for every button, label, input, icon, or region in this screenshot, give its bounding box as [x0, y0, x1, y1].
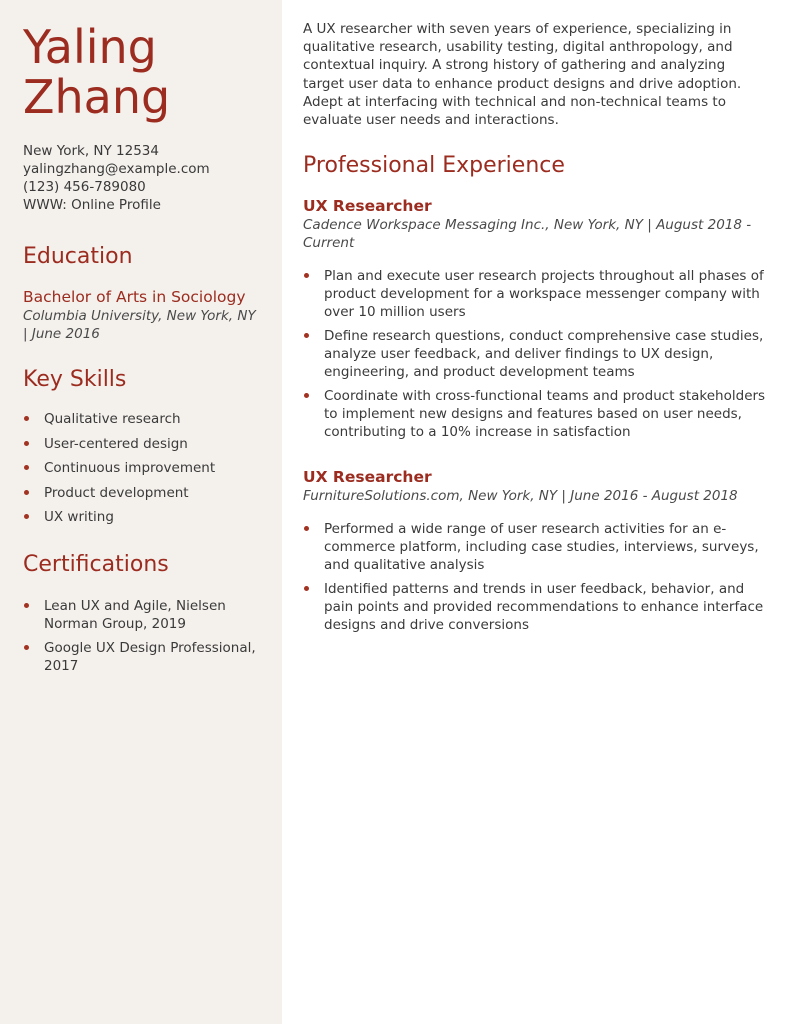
last-name: Zhang	[23, 70, 171, 124]
certification-item	[23, 597, 264, 633]
skills-heading: Key Skills	[23, 367, 127, 392]
skill-item	[23, 410, 264, 428]
certification-item	[23, 639, 264, 675]
job-entry	[303, 196, 769, 441]
sidebar	[0, 0, 282, 1024]
skill-label: Continuous improvement	[44, 460, 216, 476]
bullet-icon	[24, 514, 29, 519]
job-bullet-text: Coordinate with cross-functional teams and product stakeholders to implement new designs and features based on user needs, contributing to a 10% increase in satisfaction	[324, 388, 766, 441]
job-meta: FurnitureSolutions.com, New York, NY | June 2016 - August 2018	[303, 488, 738, 505]
certifications-list	[23, 597, 264, 675]
skill-item	[23, 435, 264, 453]
education-school: Columbia University, New York, NY | June 2016	[23, 308, 256, 342]
bullet-icon	[304, 586, 309, 591]
experience-heading: Professional Experience	[303, 153, 565, 179]
contact-phone: (123) 456-789080	[23, 179, 146, 195]
job-title: UX Researcher	[303, 468, 432, 487]
skills-list	[23, 410, 264, 526]
education-heading: Education	[23, 244, 133, 269]
job-bullet-text: Identified patterns and trends in user feedback, behavior, and pain points and provided recommendations to enhance interface designs and drive conversions	[324, 581, 764, 634]
job-bullet-text: Plan and execute user research projects throughout all phases of product development for a workspace messenger company with over 10 million users	[324, 268, 764, 321]
skill-item	[23, 484, 264, 502]
professional-summary: A UX researcher with seven years of experience, specializing in qualitative research, usability testing, digital anthropology, and contextual inquiry. A strong history of gathering and analyzing target user data to enhance product designs and drive adoption. Adept at interfacing with technical and non-technical teams to evaluate user needs and interactions.	[303, 21, 742, 129]
bullet-icon	[24, 490, 29, 495]
contact-website[interactable]: WWW: Online Profile	[23, 197, 161, 213]
bullet-icon	[24, 603, 29, 608]
job-bullet	[303, 267, 769, 321]
candidate-name	[23, 22, 264, 122]
bullet-icon	[304, 273, 309, 278]
contact-address: New York, NY 12534	[23, 143, 159, 159]
job-bullet	[303, 327, 769, 381]
bullet-icon	[24, 441, 29, 446]
education-degree: Bachelor of Arts in Sociology	[23, 288, 246, 306]
certifications-heading: Certifications	[23, 552, 169, 577]
job-bullet	[303, 387, 769, 441]
skill-label: User-centered design	[44, 435, 188, 452]
skill-label: UX writing	[44, 509, 114, 525]
bullet-icon	[304, 526, 309, 531]
main-content	[282, 0, 791, 1024]
skill-label: Qualitative research	[44, 411, 181, 427]
bullet-icon	[304, 393, 309, 398]
job-bullets	[303, 520, 769, 634]
bullet-icon	[24, 645, 29, 650]
bullet-icon	[304, 333, 309, 338]
job-bullet-text: Performed a wide range of user research activities for an e-commerce platform, including case studies, interviews, surveys, and qualitative analysis	[324, 521, 759, 574]
bullet-icon	[24, 416, 29, 421]
skill-item	[23, 459, 264, 477]
job-entry	[303, 467, 769, 634]
contact-email[interactable]: yalingzhang@example.com	[23, 161, 210, 177]
bullet-icon	[24, 465, 29, 470]
job-title: UX Researcher	[303, 197, 432, 216]
skill-label: Product development	[44, 484, 189, 501]
job-bullets	[303, 267, 769, 441]
job-meta: Cadence Workspace Messaging Inc., New York, NY | August 2018 - Current	[303, 217, 752, 252]
skill-item	[23, 508, 264, 526]
certification-label: Lean UX and Agile, Nielsen Norman Group, 2019	[44, 598, 226, 632]
contact-info	[23, 142, 264, 214]
first-name: Yaling	[23, 20, 157, 74]
job-bullet	[303, 520, 769, 574]
job-bullet-text: Define research questions, conduct comprehensive case studies, analyze user feedback, and deliver findings to UX design, engineering, and product development teams	[324, 328, 764, 381]
job-bullet	[303, 580, 769, 634]
certification-label: Google UX Design Professional, 2017	[44, 640, 256, 674]
